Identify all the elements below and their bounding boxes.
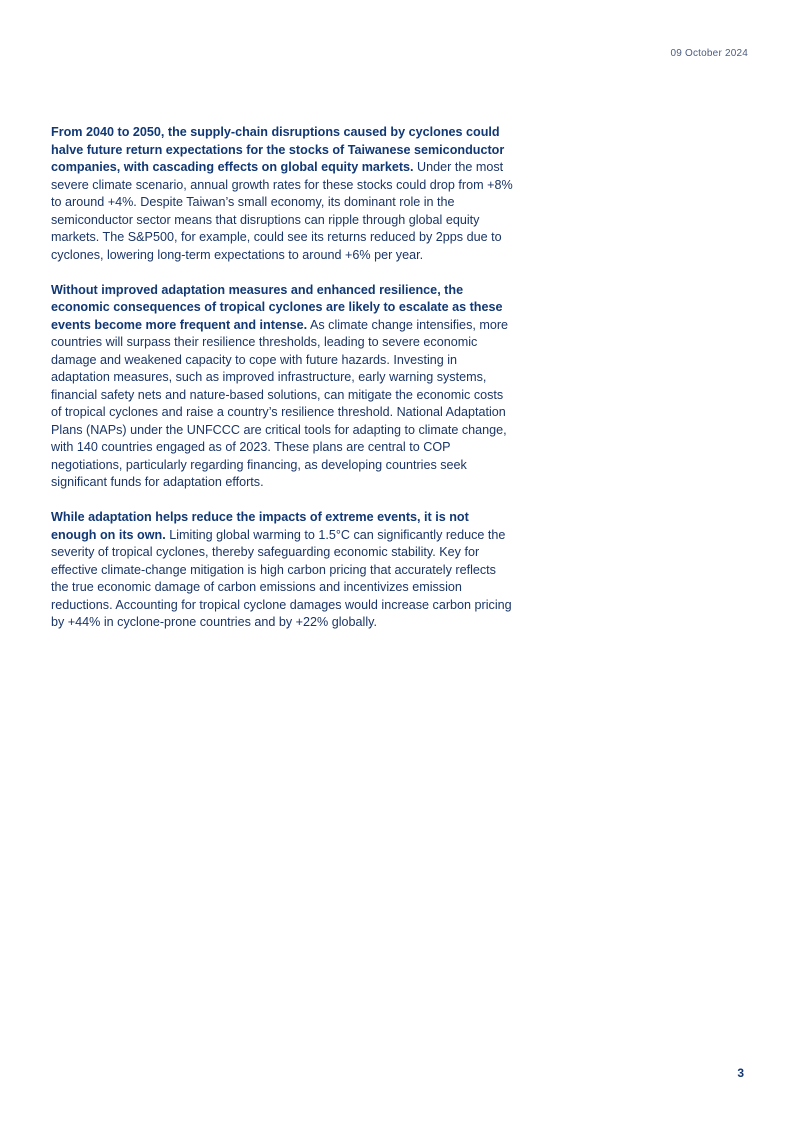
paragraph-body: Limiting global warming to 1.5°C can significantly reduce the severity of tropical cyclones, thereby safeguarding economic stability. Key for effective climate-change mitigation is high carbon pricing that accurately reflects the true economic damage of carbon emissions and incentivizes emission reductions. Accounting for tropical cyclone damages would increase carbon pricing by +44% in cyclone-prone countries and by +22% globally. [51,527,512,629]
paragraph-adaptation-resilience [51,282,513,492]
paragraph-semiconductor-returns [51,124,513,264]
paragraph-lead: From 2040 to 2050, the supply-chain disruptions caused by cyclones could halve future return expectations for the stocks of Taiwanese semiconductor companies, with cascading effects on global equity markets. [51,125,505,174]
paragraph-lead: Without improved adaptation measures and enhanced resilience, the economic consequences of tropical cyclones are likely to escalate as these events become more frequent and intense. [51,282,503,332]
header-date: 09 October 2024 [670,48,748,59]
paragraph-body: As climate change intensifies, more countries will surpass their resilience thresholds, leading to severe economic damage and weakened capacity to cope with future hazards. Investing in adaptation measures, such as improved infrastructure, early warning systems, financial safety nets and nature-based solutions, can mitigate the economic costs of tropical cyclones and raise a country’s resilience threshold. National Adaptation Plans (NAPs) under the UNFCCC are critical tools for adapting to climate change, with 140 countries engaged as of 2023. These plans are central to COP negotiations, particularly regarding financing, as developing countries seek significant funds for adaptation efforts. [51,317,509,489]
paragraph-mitigation [51,509,513,632]
body-text [51,124,513,649]
paragraph-lead: While adaptation helps reduce the impacts of extreme events, it is not enough on its own. [51,510,469,542]
paragraph-body: Under the most severe climate scenario, annual growth rates for these stocks could drop from +8% to around +4%. Despite Taiwan’s small economy, its dominant role in the semiconductor sector means that disruptions can ripple through global equity markets. The S&P500, for example, could see its returns reduced by 2pps due to cyclones, lowering long-term expectations to around +6% per year. [51,160,513,262]
page-number: 3 [737,1066,744,1080]
